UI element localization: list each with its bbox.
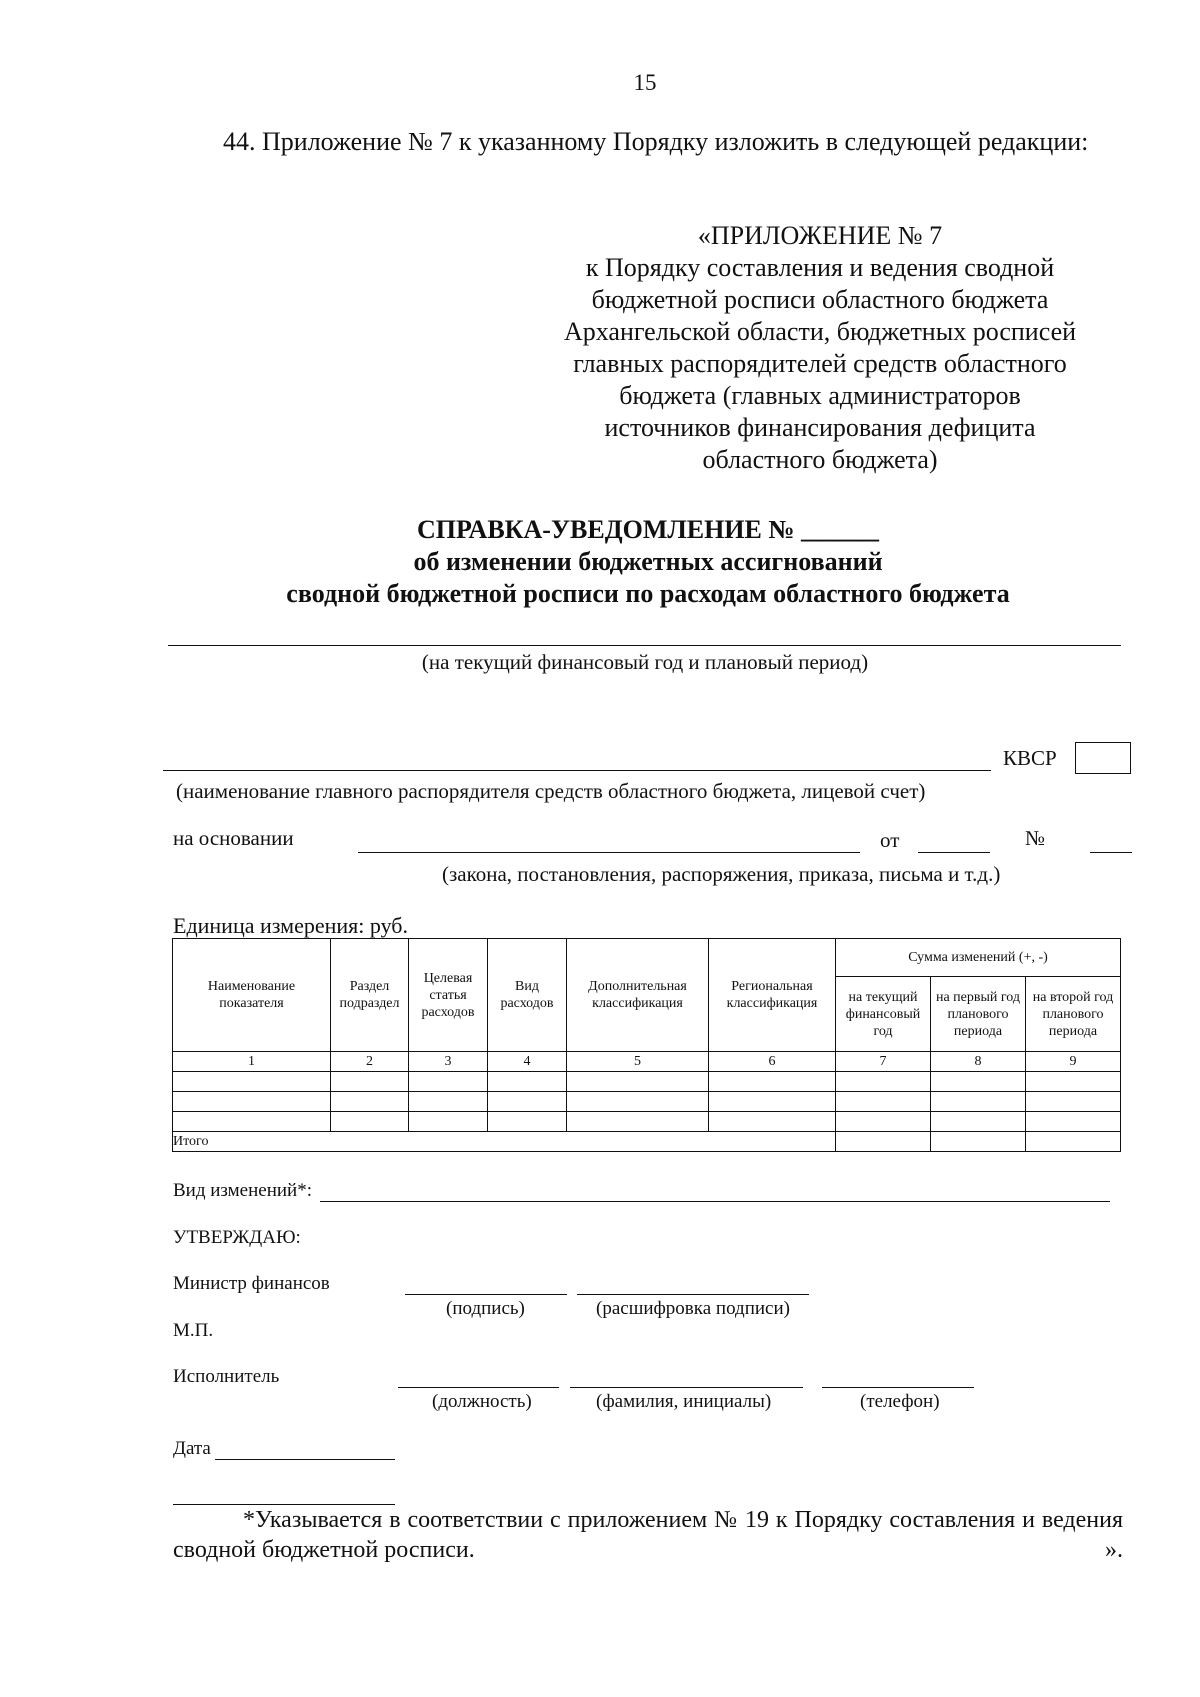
- appendix-line: бюджетной росписи областного бюджета: [591, 285, 1049, 314]
- approve-label: УТВЕРЖДАЮ:: [173, 1227, 301, 1248]
- table-cell[interactable]: [931, 1072, 1026, 1092]
- table-cell[interactable]: [331, 1092, 409, 1112]
- table-cell[interactable]: [173, 1092, 331, 1112]
- table-cell[interactable]: [409, 1072, 488, 1092]
- table-cell[interactable]: [1026, 1092, 1121, 1112]
- total-label: Итого: [173, 1132, 836, 1152]
- signature-caption: (подпись): [446, 1298, 525, 1319]
- col-header: Наименование показателя: [173, 939, 331, 1052]
- table-cell[interactable]: [567, 1112, 709, 1132]
- table-cell[interactable]: [709, 1072, 836, 1092]
- sum-subheader: на второй год планового периода: [1026, 977, 1121, 1052]
- date-label: Дата: [173, 1438, 211, 1459]
- period-caption: (на текущий финансовый год и плановый период): [421, 650, 869, 674]
- table-cell[interactable]: [567, 1072, 709, 1092]
- position-caption: (должность): [432, 1391, 532, 1412]
- appendix-line: бюджета (главных администраторов: [619, 381, 1021, 410]
- col-header: Дополнительная классификация: [567, 939, 709, 1052]
- phone-underline[interactable]: [822, 1387, 974, 1388]
- kvsr-label: КВСР: [1003, 746, 1057, 770]
- basis-caption: (закона, постановления, распоряжения, приказа, письма и т.д.): [442, 862, 1001, 886]
- ministry-underline: [163, 770, 991, 771]
- appendix-line: «ПРИЛОЖЕНИЕ № 7: [697, 221, 943, 250]
- executor-label: Исполнитель: [173, 1366, 280, 1387]
- signature-underline[interactable]: [405, 1294, 567, 1295]
- col-number: 1: [173, 1052, 331, 1072]
- total-cell[interactable]: [1026, 1132, 1121, 1152]
- total-row: [173, 1132, 1121, 1152]
- change-type-underline[interactable]: [320, 1201, 1110, 1202]
- basis-label: на основании: [173, 826, 294, 850]
- sum-header: Сумма изменений (+, -): [836, 939, 1121, 977]
- basis-number-label: №: [1025, 826, 1046, 850]
- col-header: Вид расходов: [488, 939, 567, 1052]
- change-type-label: Вид изменений*:: [173, 1180, 313, 1201]
- appendix-header: [520, 220, 1120, 476]
- table-cell[interactable]: [709, 1112, 836, 1132]
- name-underline[interactable]: [570, 1387, 803, 1388]
- signature-decode-caption: (расшифровка подписи): [596, 1298, 790, 1319]
- appendix-line: главных распорядителей средств областного: [573, 349, 1067, 378]
- table-cell[interactable]: [836, 1112, 931, 1132]
- table-row[interactable]: [173, 1112, 1121, 1132]
- table-row[interactable]: [173, 1092, 1121, 1112]
- ministry-caption: (наименование главного распорядителя средств областного бюджета, лицевой счет): [176, 779, 926, 803]
- total-cell[interactable]: [931, 1132, 1026, 1152]
- col-header: Региональная классификация: [709, 939, 836, 1052]
- appendix-line: областного бюджета): [702, 445, 938, 474]
- col-number: 7: [836, 1052, 931, 1072]
- basis-number-underline[interactable]: [1090, 852, 1132, 853]
- title-line-1: СПРАВКА-УВЕДОМЛЕНИЕ № ______: [416, 515, 879, 544]
- col-number: 6: [709, 1052, 836, 1072]
- table-cell[interactable]: [1026, 1112, 1121, 1132]
- unit-label: Единица измерения: руб.: [173, 913, 408, 938]
- table-cell[interactable]: [931, 1092, 1026, 1112]
- basis-date-underline[interactable]: [918, 852, 990, 853]
- table-cell[interactable]: [709, 1092, 836, 1112]
- table-row[interactable]: [173, 1072, 1121, 1092]
- column-numbers-row: [173, 1052, 1121, 1072]
- table-cell[interactable]: [567, 1092, 709, 1112]
- date-underline[interactable]: [215, 1459, 395, 1460]
- col-number: 4: [488, 1052, 567, 1072]
- signature-decode-underline[interactable]: [577, 1294, 809, 1295]
- table-cell[interactable]: [488, 1112, 567, 1132]
- basis-underline[interactable]: [358, 852, 860, 853]
- basis-from-label: от: [880, 828, 900, 852]
- table-cell[interactable]: [931, 1112, 1026, 1132]
- appendix-line: Архангельской области, бюджетных росписей: [563, 317, 1077, 346]
- document-title: [173, 514, 1123, 610]
- sum-subheader: на первый год планового периода: [931, 977, 1026, 1052]
- table-cell[interactable]: [331, 1072, 409, 1092]
- table-cell[interactable]: [836, 1092, 931, 1112]
- footnote: [173, 1505, 1123, 1565]
- minister-label: Министр финансов: [173, 1273, 330, 1294]
- amendment-paragraph: 44. Приложение № 7 к указанному Порядку изложить в следующей редакции:: [223, 127, 1089, 156]
- period-underline: [168, 645, 1121, 646]
- table-cell[interactable]: [409, 1092, 488, 1112]
- table-cell[interactable]: [173, 1072, 331, 1092]
- table-cell[interactable]: [409, 1112, 488, 1132]
- table-cell[interactable]: [836, 1072, 931, 1092]
- table-cell[interactable]: [488, 1092, 567, 1112]
- name-caption: (фамилия, инициалы): [596, 1391, 772, 1412]
- col-number: 3: [409, 1052, 488, 1072]
- col-header: Целевая статья расходов: [409, 939, 488, 1052]
- table-cell[interactable]: [488, 1072, 567, 1092]
- footnote-text: *Указывается в соответствии с приложением № 19 к Порядку составления и ведения сводной бюджетной росписи.: [173, 1507, 1123, 1563]
- title-line-3: сводной бюджетной росписи по расходам областного бюджета: [286, 579, 1010, 608]
- col-number: 8: [931, 1052, 1026, 1072]
- phone-caption: (телефон): [860, 1391, 940, 1412]
- title-line-2: об изменении бюджетных ассигнований: [413, 547, 883, 576]
- col-header: Раздел подраздел: [331, 939, 409, 1052]
- col-number: 9: [1026, 1052, 1121, 1072]
- table-cell[interactable]: [1026, 1072, 1121, 1092]
- position-underline[interactable]: [398, 1387, 559, 1388]
- seal-label: М.П.: [173, 1320, 214, 1341]
- table-cell[interactable]: [173, 1112, 331, 1132]
- table-cell[interactable]: [331, 1112, 409, 1132]
- col-number: 5: [567, 1052, 709, 1072]
- kvsr-field[interactable]: [1075, 742, 1131, 774]
- page-number: 15: [633, 70, 657, 95]
- col-number: 2: [331, 1052, 409, 1072]
- total-cell[interactable]: [836, 1132, 931, 1152]
- appendix-line: к Порядку составления и ведения сводной: [585, 253, 1055, 282]
- appendix-line: источников финансирования дефицита: [604, 413, 1036, 442]
- sum-subheader: на текущий финансовый год: [836, 977, 931, 1052]
- closing-quote: ».: [1105, 1537, 1123, 1563]
- allocations-table: [172, 938, 1121, 1152]
